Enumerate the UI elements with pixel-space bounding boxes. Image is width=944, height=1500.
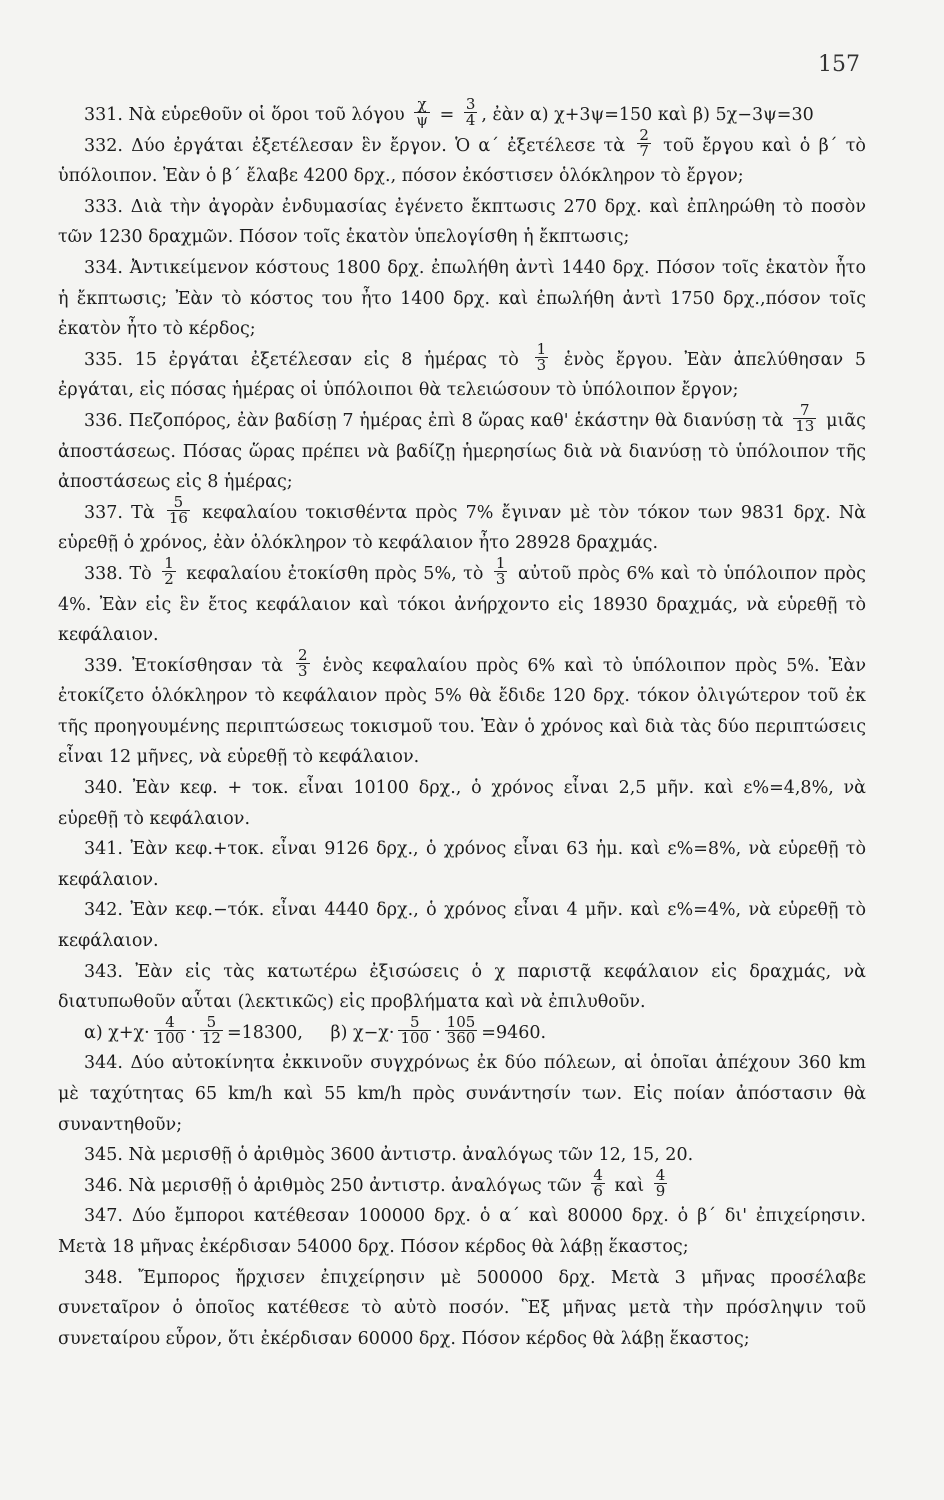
problem-333: 333. Διὰ τὴν ἀγορὰν ἐνδυμασίας ἐγένετο ἔκπτωσις 270 δρχ. καὶ ἐπληρώθη τὸ ποσὸν τῶν 1230 δραχμῶν. Πόσον τοῖς ἑκατὸν ὑπελογίσθη ἡ ἔκπτωσις; (58, 196, 866, 248)
problem-343: 343. Ἐὰν εἰς τὰς κατωτέρω ἐξισώσεις ὁ χ παριστᾷ κεφάλαιον εἰς δραχμάς, νὰ διατυπωθοῦν αὗται (λεκτικῶς) εἰς προβλήματα καὶ νὰ ἐπιλυθοῦν. (58, 961, 866, 1013)
fraction: $\frac{105}{360}$ (446, 1012, 476, 1047)
problem-331: 331. Νὰ εὑρεθοῦν οἱ ὅροι τοῦ λόγου $\frac{\chi}{\psi}$ = $\frac{3}{4}$ , ἐὰν α) χ+3ψ=150 καὶ β) 5χ−3ψ=30 (58, 100, 866, 131)
fraction: $\frac{\chi}{\psi}$ (416, 95, 428, 129)
problem-347: 347. Δύο ἔμποροι κατέθεσαν 100000 δρχ. ὁ α΄ καὶ 80000 δρχ. ὁ β΄ δι' ἐπιχείρησιν. Μετὰ 18 μῆνας ἐκέρδισαν 54000 δρχ. Πόσον κέρδος θὰ λάβῃ ἕκαστος; (58, 1206, 866, 1257)
fraction: $\frac{5}{16}$ (168, 492, 188, 527)
problem-337: 337. Τὰ $\frac{5}{16}$ κεφαλαίου τοκισθέντα πρὸς 7% ἔγιναν μὲ τὸν τόκον των 9831 δρχ. Νὰ εὑρεθῇ ὁ χρόνος, ἐὰν ὁλόκληρον τὸ κεφάλαιον ἦτο 28928 δραχμάς. (58, 492, 866, 554)
problem-number: 336. (84, 410, 123, 431)
fraction: $\frac{4}{100}$ (155, 1012, 185, 1047)
problem-number: 338. (84, 563, 123, 584)
problem-number: 343. (84, 961, 123, 982)
problem-332: 332. Δύο ἐργάται ἐξετέλεσαν ἓν ἔργον. Ὁ α΄ ἐξετέλεσε τὰ $\frac{2}{7}$ τοῦ ἔργου καὶ ὁ β΄ τὸ ὑπόλοιπον. Ἐὰν ὁ β΄ ἔλαβε 4200 δρχ., πόσον ἐκόστισεν ὁλόκληρον τὸ ἔργον; (58, 125, 866, 187)
problem-number: 344. (84, 1053, 123, 1074)
fraction: $\frac{5}{100}$ (400, 1012, 430, 1047)
fraction: $\frac{1}{3}$ (536, 339, 547, 374)
problem-number: 333. (84, 196, 123, 217)
fraction: $\frac{5}{12}$ (201, 1012, 221, 1047)
problem-number: 346. (84, 1175, 123, 1196)
fraction: $\frac{1}{3}$ (495, 553, 506, 588)
fraction: $\frac{3}{4}$ (465, 95, 476, 129)
problem-348: 348. Ἔμπορος ἤρχισεν ἐπιχείρησιν μὲ 500000 δρχ. Μετὰ 3 μῆνας προσέλαβε συνεταῖρον ὁ ὁποῖος κατέθεσε τὸ αὐτὸ ποσόν. Ἓξ μῆνας μετὰ τὴν πρόσληψιν τοῦ συνεταίρου εὗρον, ὅτι ἐκέρδισαν 60000 δρχ. Πόσον κέρδος θὰ λάβῃ ἕκαστος; (58, 1267, 866, 1349)
problem-334: 334. Ἀντικείμενον κόστους 1800 δρχ. ἐπωλήθη ἀντὶ 1440 δρχ. Πόσον τοῖς ἑκατὸν ἦτο ἡ ἔκπτωσις; Ἐὰν τὸ κόστος του ἦτο 1400 δρχ. καὶ ἐπωλήθη ἀντὶ 1750 δρχ.,πόσον τοῖς ἑκατὸν ἦτο τὸ κέρδος; (58, 257, 866, 340)
problem-number: 347. (84, 1206, 123, 1227)
problem-list (58, 95, 867, 1354)
problem-number: 348. (84, 1267, 123, 1288)
problem-number: 332. (84, 135, 123, 156)
problem-345: 345. Νὰ μερισθῇ ὁ ἀριθμὸς 3600 ἀντιστρ. ἀναλόγως τῶν 12, 15, 20. (58, 1140, 866, 1171)
problem-341: 341. Ἐὰν κεφ.+τοκ. εἶναι 9126 δρχ., ὁ χρόνος εἶναι 63 ἡμ. καὶ ε%=8%, νὰ εὑρεθῇ τὸ κεφάλαιον. (58, 839, 866, 890)
fraction: $\frac{2}{3}$ (298, 645, 308, 680)
equation-b: β) χ−χ· $\frac{5}{100}$ · $\frac{105}{360}$ =9460. (330, 1012, 547, 1047)
problem-342: 342. Ἐὰν κεφ.−τόκ. εἶναι 4440 δρχ., ὁ χρόνος εἶναι 4 μῆν. καὶ ε%=4%, νὰ εὑρεθῇ τὸ κεφάλαιον. (58, 900, 866, 952)
problem-number: 334. (84, 257, 123, 278)
problem-number: 341. (84, 839, 123, 860)
fraction: $\frac{4}{9}$ (655, 1165, 666, 1200)
problem-number: 342. (84, 900, 123, 921)
page-number: 157 (818, 52, 860, 77)
problem-338: 338. Τὸ $\frac{1}{2}$ κεφαλαίου ἐτοκίσθη πρὸς 5%, τὸ $\frac{1}{3}$ αὐτοῦ πρὸς 6% καὶ τὸ ὑπόλοιπον πρὸς 4%. Ἐὰν εἰς ἓν ἔτος κεφάλαιον καὶ τόκοι ἀνήρχοντο εἰς 18930 δραχμάς, νὰ εὑρεθῇ τὸ κεφάλαιον. (58, 553, 866, 646)
problem-number: 340. (84, 778, 123, 799)
problem-344: 344. Δύο αὐτοκίνητα ἐκκινοῦν συγχρόνως ἐκ δύο πόλεων, αἱ ὁποῖαι ἀπέχουν 360 km μὲ ταχύτητας 65 km/h καὶ 55 km/h πρὸς συνάντησίν των. Εἰς ποίαν ἀπόστασιν θὰ συναντηθοῦν; (58, 1053, 866, 1135)
fraction: $\frac{4}{6}$ (593, 1165, 603, 1200)
problem-335: 335. 15 ἐργάται ἐξετέλεσαν εἰς 8 ἡμέρας τὸ $\frac{1}{3}$ ἑνὸς ἔργου. Ἐὰν ἀπελύθησαν 5 ἐργάται, εἰς πόσας ἡμέρας οἱ ὑπόλοιποι θὰ τελειώσουν τὸ ὑπόλοιπον ἔργον; (58, 339, 866, 401)
fraction: $\frac{7}{13}$ (795, 400, 815, 435)
problem-340: 340. Ἐὰν κεφ. + τοκ. εἶναι 10100 δρχ., ὁ χρόνος εἶναι 2,5 μῆν. καὶ ε%=4,8%, νὰ εὑρεθῇ τὸ κεφάλαιον. (58, 778, 866, 829)
fraction: $\frac{2}{7}$ (639, 125, 649, 160)
problem-number: 345. (84, 1145, 123, 1166)
equations-343 (58, 1012, 866, 1049)
fraction: $\frac{1}{2}$ (164, 553, 174, 588)
problem-336: 336. Πεζοπόρος, ἐὰν βαδίσῃ 7 ἡμέρας ἐπὶ 8 ὥρας καθ' ἑκάστην θὰ διανύσῃ τὰ $\frac{7}{13}$ μιᾶς ἀποστάσεως. Πόσας ὥρας πρέπει νὰ βαδίζῃ ἡμερησίως διὰ νὰ διανύσῃ τὸ ὑπόλοιπον τῆς ἀποστάσεως εἰς 8 ἡμέρας; (58, 400, 866, 493)
problem-number: 335. (84, 349, 123, 370)
problem-346: 346. Νὰ μερισθῇ ὁ ἀριθμὸς 250 ἀντιστρ. ἀναλόγως τῶν $\frac{4}{6}$ καὶ $\frac{4}{9}$ (58, 1171, 866, 1202)
problem-339: 339. Ἐτοκίσθησαν τὰ $\frac{2}{3}$ ἑνὸς κεφαλαίου πρὸς 6% καὶ τὸ ὑπόλοιπον πρὸς 5%. Ἐὰν ἐτοκίζετο ὁλόκληρον τὸ κεφάλαιον πρὸς 5% θὰ ἔδιδε 120 δρχ. τόκον ὀλιγώτερον τοῦ ἐκ τῆς προηγουμένης περιπτώσεως τοκισμοῦ του. Ἐὰν ὁ χρόνος καὶ διὰ τὰς δύο περιπτώσεις εἶναι 12 μῆνες, νὰ εὑρεθῇ τὸ κεφάλαιον. (58, 645, 867, 768)
problem-number: 331. (84, 105, 123, 125)
problem-number: 339. (84, 655, 123, 676)
problem-number: 337. (84, 502, 123, 523)
equation-a: α) χ+χ· $\frac{4}{100}$ · $\frac{5}{12}$ =18300, (84, 1012, 303, 1047)
